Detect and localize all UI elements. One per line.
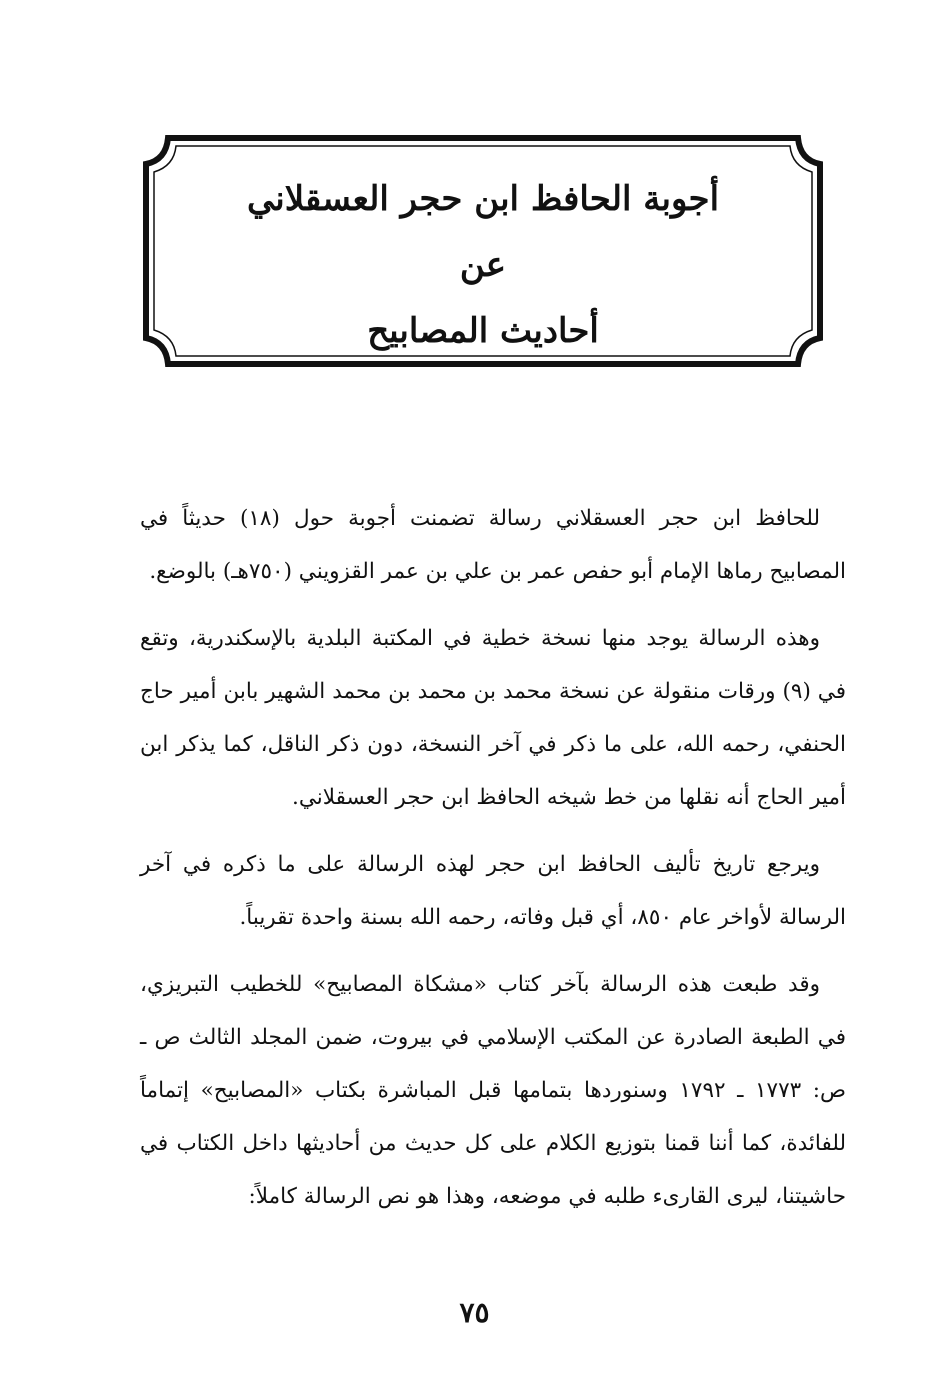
title-line-2: عن [459, 245, 507, 285]
title-line-1: أجوبة الحافظ ابن حجر العسقلاني [246, 179, 720, 219]
page-number: ٧٥ [459, 1296, 490, 1329]
title-block [168, 166, 798, 364]
body-text [140, 492, 846, 1237]
paragraph: وهذه الرسالة يوجد منها نسخة خطية في المكتبة البلدية بالإسكندرية، وتقع في (٩) ورقات منقولة عن نسخة محمد بن محمد بن محمد الشهير بابن أمير حاج الحنفي، رحمه الله، على ما ذكر في آخر النسخة، دون ذكر الناقل، كما يذكر ابن أمير الحاج أنه نقلها من خط شيخه الحافظ ابن حجر العسقلاني. [140, 626, 846, 810]
paragraph: وقد طبعت هذه الرسالة بآخر كتاب «مشكاة المصابيح» للخطيب التبريزي، في الطبعة الصادرة عن المكتب الإسلامي في بيروت، ضمن المجلد الثالث ص ـ ص: ١٧٧٣ ـ ١٧٩٢ وسنوردها بتمامها قبل المباشرة بكتاب «المصابيح» إتماماً للفائدة، كما أننا قمنا بتوزيع الكلام على كل حديث من أحاديثها داخل الكتاب في حاشيتنا، ليرى القارىء طلبه في موضعه، وهذا هو نص الرسالة كاملاً: [140, 972, 847, 1209]
paragraph: للحافظ ابن حجر العسقلاني رسالة تضمنت أجوبة حول (١٨) حديثاً في المصابيح رماها الإمام أبو حفص عمر بن علي بن عمر القزويني (٧٥٠هـ) بالوضع. [140, 506, 846, 584]
title-frame [128, 120, 838, 382]
paragraph: ويرجع تاريخ تأليف الحافظ ابن حجر لهذه الرسالة على ما ذكره في آخر الرسالة لأواخر عام ٨٥٠، أي قبل وفاته، رحمه الله بسنة واحدة تقريباً. [140, 852, 846, 930]
title-line-3: أحاديث المصابيح [367, 311, 599, 351]
